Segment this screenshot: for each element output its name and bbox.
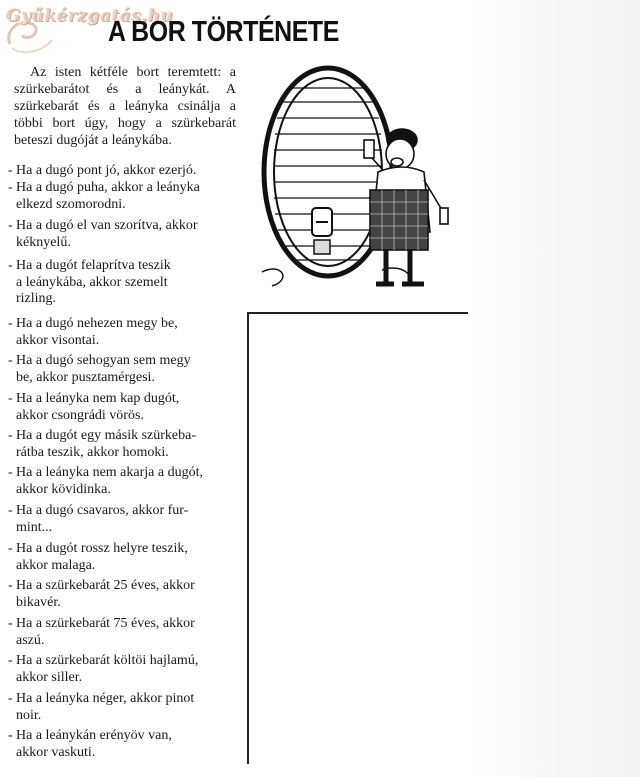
- item-line: Ha a dugó el van szorítva, akkor: [16, 218, 198, 233]
- item-line: akkor csongrádi vörös.: [16, 407, 144, 423]
- list-item: [8, 258, 234, 308]
- list-dash: -: [8, 728, 13, 743]
- list-dash: -: [8, 653, 13, 668]
- item-line: elkezd szomorodni.: [16, 196, 126, 212]
- watermark: Gyűkérzgatás.hu: [6, 6, 174, 26]
- item-line: akkor malaga.: [16, 557, 96, 573]
- item-line: Ha a dugót rossz helyre teszik,: [16, 541, 188, 556]
- item-line: Ha a dugó sehogyan sem megy: [16, 353, 191, 368]
- cellarman-icon: [364, 129, 448, 284]
- item-line: akkor siller.: [16, 669, 83, 685]
- item-line: rátba teszik, akkor homoki.: [16, 444, 169, 460]
- page-title: A BOR TÖRTÉNETE: [108, 16, 339, 48]
- item-line: Ha a szürkebarát 25 éves, akkor: [16, 578, 195, 593]
- item-line: Ha a dugót egy másik szürkeba-: [16, 428, 196, 443]
- item-line: Ha a dugó puha, akkor a leányka: [16, 180, 200, 195]
- intro-paragraph: Az isten kétféle bort teremtett: a szürkebarátot és a leánykát. A szürkebarát és a leányka csinálja a többi bort úgy, hogy a szürkebarát beteszi dugóját a leánykába.: [14, 65, 236, 148]
- list-dash: -: [8, 503, 13, 518]
- list-item: [8, 391, 234, 424]
- list-item: [8, 465, 234, 498]
- wine-barrel-cellarman-illustration: [252, 62, 464, 294]
- list-dash: -: [8, 163, 13, 178]
- list-item: [8, 503, 234, 536]
- frame-top-border: [247, 312, 468, 314]
- list-dash: -: [8, 428, 13, 443]
- list-item: [8, 428, 234, 461]
- item-line: Ha a leányka nem akarja a dugót,: [16, 465, 203, 480]
- list-dash: -: [8, 218, 13, 233]
- item-line: akkor vaskuti.: [16, 744, 96, 760]
- list-item: [8, 163, 234, 180]
- item-line: akkor kövidinka.: [16, 481, 111, 497]
- list-item: [8, 691, 234, 724]
- list-item: [8, 653, 234, 686]
- item-line: a leánykába, akkor szemelt: [16, 274, 168, 290]
- list-item: [8, 316, 234, 349]
- item-line: kéknyelű.: [16, 234, 71, 250]
- list-dash: -: [8, 316, 13, 331]
- item-line: bikavér.: [16, 594, 61, 610]
- list-item: [8, 578, 234, 611]
- item-line: Ha a dugó pont jó, akkor ezerjó.: [16, 163, 197, 178]
- list-item: [8, 616, 234, 649]
- item-line: Ha a leányka nem kap dugót,: [16, 391, 180, 406]
- item-line: akkor visontai.: [16, 332, 100, 348]
- list-dash: -: [8, 616, 13, 631]
- item-line: mint...: [16, 519, 53, 535]
- list-dash: -: [8, 465, 13, 480]
- list-item: [8, 218, 234, 251]
- list-item: [8, 541, 234, 574]
- item-line: Ha a dugót felaprítva teszik: [16, 258, 171, 273]
- item-line: Ha a dugó nehezen megy be,: [16, 316, 178, 331]
- item-line: Ha a leánykán erényöv van,: [16, 728, 172, 743]
- item-line: Ha a dugó csavaros, akkor fur-: [16, 503, 189, 518]
- item-line: Ha a leányka néger, akkor pinot: [16, 691, 195, 706]
- frame-left-border: [247, 312, 249, 764]
- list-dash: -: [8, 578, 13, 593]
- item-line: Ha a szürkebarát 75 éves, akkor: [16, 616, 195, 631]
- list-item: [8, 353, 234, 386]
- list-dash: -: [8, 541, 13, 556]
- list-dash: -: [8, 180, 13, 195]
- list-item: [8, 728, 234, 761]
- list-dash: -: [8, 353, 13, 368]
- list-item: [8, 180, 234, 213]
- item-line: Ha a szürkebarát költöi hajlamú,: [16, 653, 199, 668]
- item-line: rizling.: [16, 291, 57, 306]
- item-line: be, akkor pusztamérgesi.: [16, 369, 155, 385]
- page-shadow: [470, 0, 640, 777]
- list-dash: -: [8, 391, 13, 406]
- list-dash: -: [8, 691, 13, 706]
- item-line: noir.: [16, 707, 42, 723]
- item-line: aszú.: [16, 632, 45, 648]
- list-dash: -: [8, 258, 13, 273]
